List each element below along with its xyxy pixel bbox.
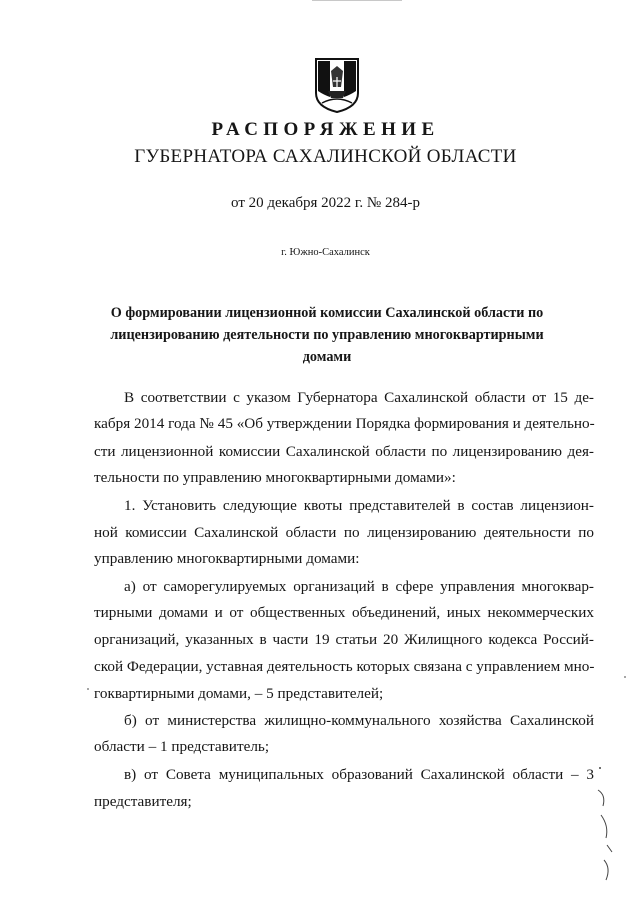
body-line: а) от саморегулируемых организаций в сфере управления многоквар- [124, 578, 594, 595]
body-line: 1. Установить следующие квоты представителей в состав лицензион- [124, 497, 594, 514]
body-line: в) от Совета муниципальных образований Сахалинской области – 3 [124, 766, 594, 783]
margin-dot [87, 688, 89, 690]
body-line: б) от министерства жилищно-коммунального хозяйства Сахалинской [124, 712, 594, 729]
body-line: гоквартирными домами, – 5 представителей; [94, 685, 384, 702]
document-date-number: от 20 декабря 2022 г. № 284-р [231, 195, 420, 211]
body-line: области – 1 представитель; [94, 738, 270, 755]
issuer-title: ГУБЕРНАТОРА САХАЛИНСКОЙ ОБЛАСТИ [134, 146, 517, 167]
subject-line: О формировании лицензионной комиссии Сахалинской области по [110, 305, 544, 321]
body-line: сти лицензионной комиссии Сахалинской области по лицензированию дея- [94, 443, 594, 460]
document-place: г. Южно-Сахалинск [281, 247, 370, 258]
body-line: кабря 2014 года № 45 «Об утверждении Порядка формирования и деятельно- [94, 415, 595, 432]
margin-dot [624, 676, 626, 678]
subject-line: лицензированию деятельности по управлению многоквартирными [110, 327, 544, 343]
body-line: представителя; [94, 793, 192, 810]
body-line: управлению многоквартирными домами: [94, 550, 360, 567]
body-line: В соответствии с указом Губернатора Сахалинской области от 15 де- [124, 389, 594, 406]
document-type-title: РАСПОРЯЖЕНИЕ [211, 119, 440, 140]
body-line: тирными домами и от общественных объединений, иных некоммерческих [94, 604, 594, 621]
subject-line: домами [302, 349, 352, 365]
margin-dot [599, 767, 601, 769]
body-line: ской Федерации, уставная деятельность которых связана с управлением мно- [94, 658, 595, 675]
margin-scribble [598, 790, 612, 880]
body-line: ной комиссии Сахалинской области по лицензированию деятельности по [94, 524, 594, 541]
body-line: организаций, указанных в части 19 статьи 20 Жилищного кодекса Россий- [94, 631, 594, 648]
body-line: тельности по управлению многоквартирными домами»: [94, 469, 456, 486]
